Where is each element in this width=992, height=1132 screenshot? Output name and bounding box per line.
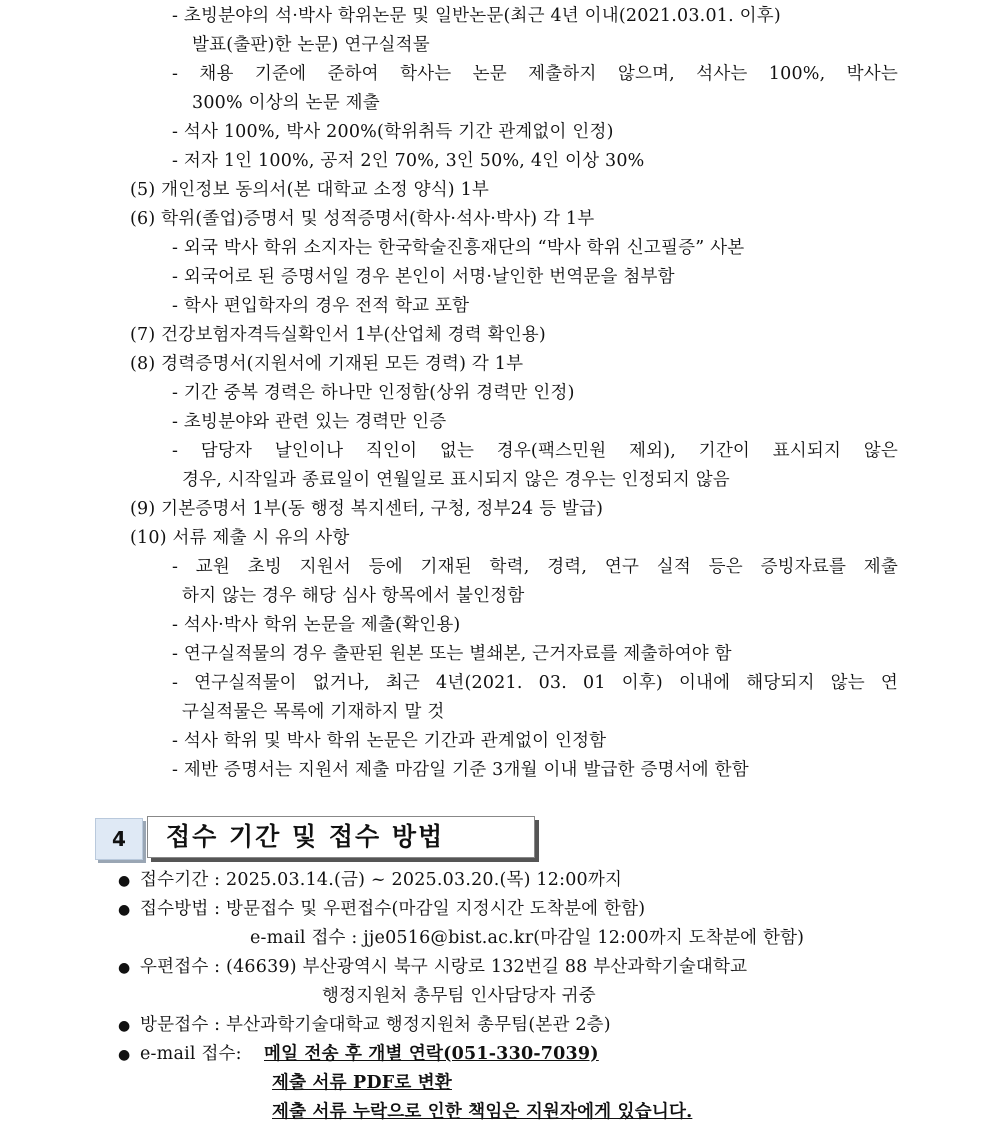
requirement-line: (7) 건강보험자격득실확인서 1부(산업체 경력 확인용): [130, 325, 546, 345]
requirement-line: - 기간 중복 경력은 하나만 인정함(상위 경력만 인정): [172, 383, 575, 403]
section-header: [95, 816, 525, 862]
requirement-line: - 외국 박사 학위 소지자는 한국학술진흥재단의 “박사 학위 신고필증” 사본: [172, 238, 745, 258]
requirement-line: - 연구실적물의 경우 출판된 원본 또는 별쇄본, 근거자료를 제출하여야 함: [172, 644, 732, 664]
email-note-contact: 메일 전송 후 개별 연락(051-330-7039): [264, 1044, 599, 1064]
requirement-line: (10) 서류 제출 시 유의 사항: [130, 528, 350, 548]
bullet-icon: ●: [118, 873, 131, 889]
requirement-line: - 교원 초빙 지원서 등에 기재된 학력, 경력, 연구 실적 등은 증빙자료를 제출: [172, 557, 898, 577]
requirement-line: 구실적물은 목록에 기재하지 말 것: [182, 702, 445, 722]
bullet-icon: ●: [118, 1047, 131, 1063]
email-note-responsibility: 제출 서류 누락으로 인한 책임은 지원자에게 있습니다.: [272, 1102, 693, 1122]
requirement-line: - 저자 1인 100%, 공저 2인 70%, 3인 50%, 4인 이상 30%: [172, 151, 645, 171]
requirement-line: (5) 개인정보 동의서(본 대학교 소정 양식) 1부: [130, 180, 490, 200]
requirement-line: (8) 경력증명서(지원서에 기재된 모든 경력) 각 1부: [130, 354, 524, 374]
requirement-line: - 석사 학위 및 박사 학위 논문은 기간과 관계없이 인정함: [172, 731, 607, 751]
requirement-line: - 초빙분야의 석·박사 학위논문 및 일반논문(최근 4년 이내(2021.03.01. 이후): [172, 6, 781, 26]
reception-mail-recipient: 행정지원처 총무팀 인사담당자 귀중: [322, 986, 596, 1006]
requirement-line: 발표(출판)한 논문) 연구실적물: [192, 35, 430, 55]
requirement-line: - 연구실적물이 없거나, 최근 4년(2021. 03. 01 이후) 이내에 해당되지 않는 연: [172, 673, 898, 693]
requirement-line: 하지 않는 경우 해당 심사 항목에서 불인정함: [182, 586, 525, 606]
requirement-line: - 담당자 날인이나 직인이 없는 경우(팩스민원 제외), 기간이 표시되지 않은: [172, 441, 898, 461]
requirement-line: - 제반 증명서는 지원서 제출 마감일 기준 3개월 이내 발급한 증명서에 한함: [172, 760, 749, 780]
requirement-line: - 외국어로 된 증명서일 경우 본인이 서명·날인한 번역문을 첨부함: [172, 267, 675, 287]
reception-period: 접수기간 : 2025.03.14.(금) ~ 2025.03.20.(목) 12:00까지: [140, 870, 623, 890]
requirement-line: 경우, 시작일과 종료일이 연월일로 표시되지 않은 경우는 인정되지 않음: [182, 470, 730, 490]
reception-visit: 방문접수 : 부산과학기술대학교 행정지원처 총무팀(본관 2층): [140, 1015, 611, 1035]
requirement-line: - 채용 기준에 준하여 학사는 논문 제출하지 않으며, 석사는 100%, 박사는: [172, 64, 898, 84]
requirement-line: - 학사 편입학자의 경우 전적 학교 포함: [172, 296, 470, 316]
reception-email-label: e-mail 접수:: [140, 1044, 242, 1064]
bullet-icon: ●: [118, 960, 131, 976]
requirement-line: (9) 기본증명서 1부(동 행정 복지센터, 구청, 정부24 등 발급): [130, 499, 604, 519]
email-note-pdf: 제출 서류 PDF로 변환: [272, 1073, 452, 1093]
bullet-icon: ●: [118, 902, 131, 918]
requirement-line: - 석사·박사 학위 논문을 제출(확인용): [172, 615, 461, 635]
requirement-line: (6) 학위(졸업)증명서 및 성적증명서(학사·석사·박사) 각 1부: [130, 209, 595, 229]
reception-mail: 우편접수 : (46639) 부산광역시 북구 시랑로 132번길 88 부산과학기술대학교: [140, 957, 748, 977]
section-number: 4: [95, 818, 143, 860]
requirement-line: - 초빙분야와 관련 있는 경력만 인증: [172, 412, 447, 432]
requirement-line: - 석사 100%, 박사 200%(학위취득 기간 관계없이 인정): [172, 122, 614, 142]
requirement-line: 300% 이상의 논문 제출: [192, 93, 380, 113]
bullet-icon: ●: [118, 1018, 131, 1034]
reception-email-line: e-mail 접수 : jje0516@bist.ac.kr(마감일 12:00까지 도착분에 한함): [250, 928, 805, 948]
section-title: 접수 기간 및 접수 방법: [147, 816, 535, 858]
reception-method: 접수방법 : 방문접수 및 우편접수(마감일 지정시간 도착분에 한함): [140, 899, 646, 919]
